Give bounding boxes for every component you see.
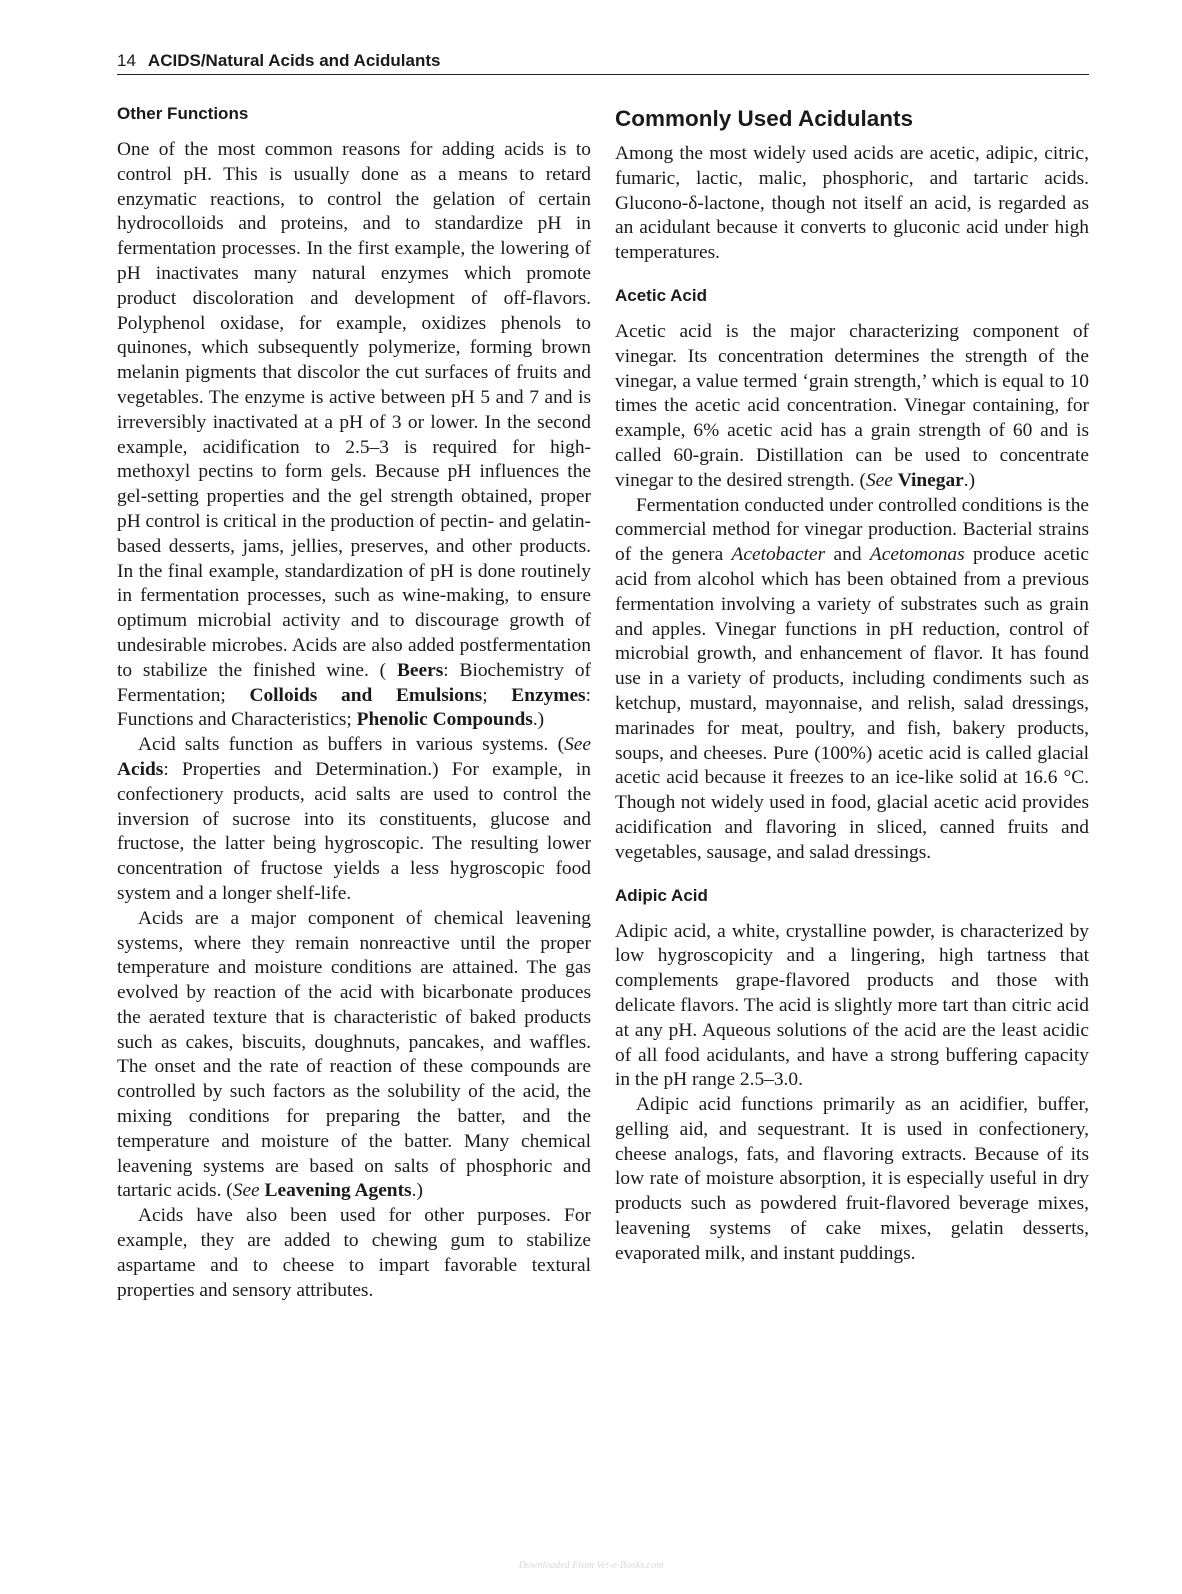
cross-reference: Acids [117,758,164,780]
paragraph: Among the most widely used acids are acetic, adipic, citric, fumaric, lactic, malic, phosphoric, and tartaric acids. Glucono-δ-lactone, though not itself an acid, is regarded as an acidulant because it converts to gluconic acid under high temperatures. [615,143,1089,264]
subsection-heading-acetic-acid: Acetic Acid [615,285,707,305]
left-column [117,102,591,1303]
paragraph: Acids have also been used for other purposes. For example, they are added to chewing gum to stabilize aspartame and to cheese to impart favorable textural properties and sensory attributes. [117,1205,591,1301]
subsection-heading-adipic-acid: Adipic Acid [615,885,708,905]
see-reference: See [865,469,893,491]
cross-reference: Beers [396,659,444,681]
page-number: 14 [117,51,136,70]
cross-reference: Vinegar [897,469,964,491]
paragraph: Acetic acid is the major characterizing component of vinegar. Its concentration determines the strength of the vinegar, a value termed ‘grain strength,’ which is equal to 10 times the acetic acid concentration. Vinegar containing, for example, 6% acetic acid has a grain strength of 60 and is called 60-grain. Distillation can be used to concentrate vinegar to the desired strength. (See Vinegar.) [615,320,1089,491]
section-heading-commonly-used-acidulants: Commonly Used Acidulants [615,106,913,131]
paragraph: One of the most common reasons for adding acids is to control pH. This is usually done as a means to retard enzymatic reactions, to control the gelation of certain hydrocolloids and proteins, and to standardize pH in fermentation processes. In the first example, the lowering of pH inactivates many natural enzymes which promote product discoloration and development of off-flavors. Polyphenol oxidase, for example, oxidizes phenols to quinones, which subsequently polymerize, forming brown melanin pigments that discolor the cut surfaces of fruits and vegetables. The enzyme is active between pH 5 and 7 and is irreversibly inactivated at a pH of 3 or lower. In the second example, acidification to 2.5–3 is required for high-methoxyl pectins to form gels. Because pH influences the gel-setting properties and the gel strength obtained, proper pH control is critical in the production of pectin- and gelatin-based desserts, jams, jellies, preserves, and other products. In the final example, standardization of pH is done routinely in fermentation processes, such as wine-making, to ensure optimum microbial activity and to discourage growth of undesirable microbes. Acids are also added postfermentation to stabilize the finished wine. ( Beers: Biochemistry of Fermentation; Colloids and Emulsions; Enzymes: Functions and Characteristics; Phenolic Compounds.) [117,139,592,731]
genus-name: Acetobacter [731,544,826,566]
paragraph: Acids are a major component of chemical leavening systems, where they remain nonreactive until the proper temperature and moisture conditions are attained. The gas evolved by reaction of the acid with bicarbonate produces the aerated texture that is characteristic of baked products such as cakes, biscuits, doughnuts, pancakes, and waffles. The onset and the rate of reaction of these compounds are controlled by such factors as the solubility of the acid, the mixing conditions for preparing the batter, and the temperature and moisture of the batter. Many chemical leavening systems are based on salts of phosphoric and tartaric acids. (See Leavening Agents.) [117,907,591,1202]
cross-reference: Phenolic Compounds [356,709,533,731]
cross-reference: Colloids and Emulsions [249,684,483,706]
paragraph: Adipic acid functions primarily as an acidifier, buffer, gelling aid, and sequestrant. It is used in confectionery, cheese analogs, fats, and flavoring extracts. Because of its low rate of moisture absorption, it is especially useful in dry products such as powdered fruit-flavored beverage mixes, leavening systems of cake mixes, gelatin desserts, evaporated milk, and instant puddings. [615,1094,1089,1264]
cross-reference: Leavening Agents [264,1180,412,1202]
right-column [615,102,1089,1267]
see-reference: See [232,1180,260,1202]
running-head [117,48,1089,75]
running-head-section: ACIDS/Natural Acids and Acidulants [147,51,441,70]
paragraph: Acid salts function as buffers in various systems. (See Acids: Properties and Determination.) For example, in confectionery products, acid salts are used to control the inversion of sucrose into its constituents, glucose and fructose, the latter being hygroscopic. The resulting lower concentration of fructose yields a less hygroscopic food system and a longer shelf-life. [117,734,591,904]
section-heading-other-functions: Other Functions [117,104,249,123]
see-reference: See [564,734,591,756]
genus-name: Acetomonas [869,544,965,566]
cross-reference: Enzymes [511,684,586,706]
paragraph: Fermentation conducted under controlled conditions is the commercial method for vinegar production. Bacterial strains of the genera Acetobacter and Acetomonas produce acetic acid from alcohol which has been obtained from a previous fermentation involving a variety of substrates such as grain and apples. Vinegar functions in pH reduction, control of microbial growth, and enhancement of flavor. It has found use in a variety of products, including condiments such as ketchup, mustard, mayonnaise, and relish, salad dressings, marinades for meat, poultry, and fish, bakery products, soups, and cheeses. Pure (100%) acetic acid is called glacial acetic acid because it freezes to an ice-like solid at 16.6 °C. Though not widely used in food, glacial acetic acid provides acidification and flavoring in sliced, canned fruits and vegetables, sausage, and salad dressings. [615,494,1089,863]
watermark: Downloaded From Vet-e-Books.com [518,1560,664,1571]
paragraph: Adipic acid, a white, crystalline powder, is characterized by low hygroscopicity and a lingering, high tartness that complements grape-flavored products and those with delicate flavors. The acid is slightly more tart than citric acid at any pH. Aqueous solutions of the acid are the least acidic of all food acidulants, and have a strong buffering capacity in the pH range 2.5–3.0. [615,920,1089,1091]
